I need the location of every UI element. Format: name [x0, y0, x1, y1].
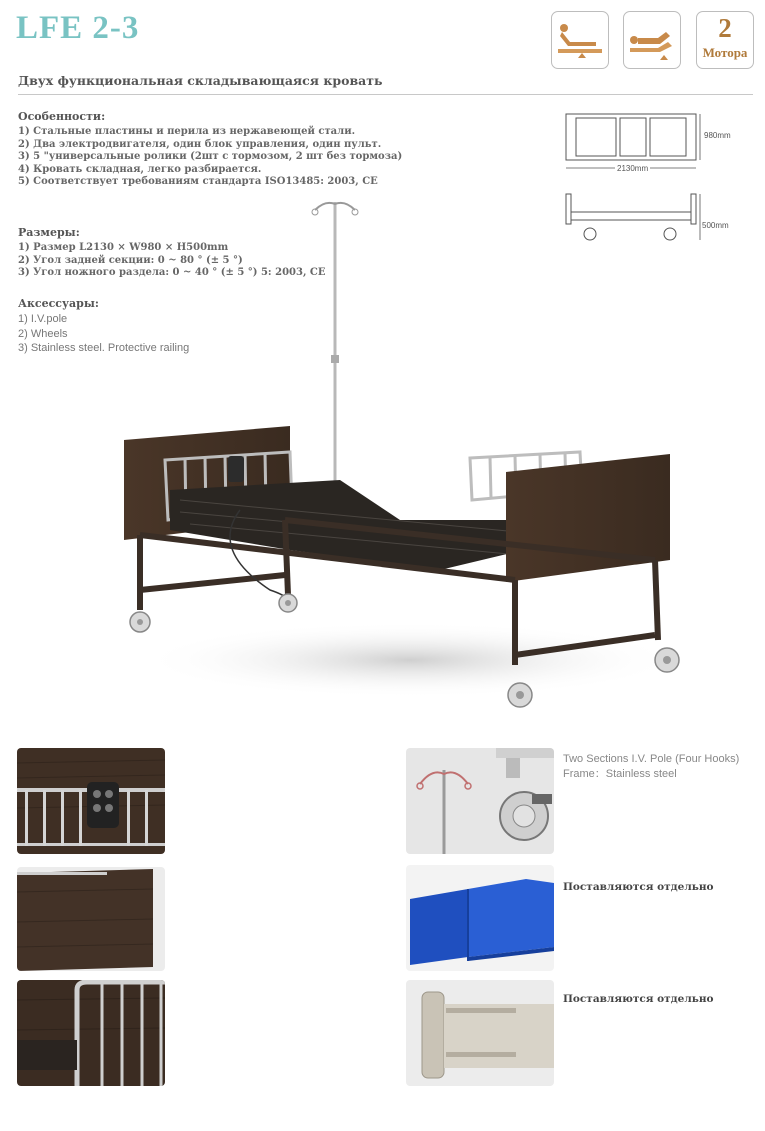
side-rail-photo	[17, 980, 165, 1086]
accessories-heading: Аксессуары:	[18, 297, 99, 310]
dimensions-heading: Размеры:	[18, 226, 80, 239]
table-note: Поставляются отдельно	[563, 993, 714, 1005]
title-divider	[18, 94, 753, 95]
features-list	[18, 126, 402, 189]
mattress-photo	[406, 865, 554, 971]
accessory-item: 1) I.V.pole	[18, 313, 68, 325]
dimension-item: 1) Размер L2130 × W980 × H500mm	[18, 242, 229, 253]
mattress-note: Поставляются отдельно	[563, 881, 714, 893]
feature-item: 3) 5 "универсальные ролики (2шт с тормозом, 2 шт без тормоза)	[18, 151, 403, 163]
dimension-item: 2) Угол задней секции: 0 ~ 80 ° (± 5 °)	[18, 254, 243, 266]
backrest-raise-icon	[551, 11, 609, 69]
accessory-item: 2) Wheels	[18, 327, 68, 340]
motor-count: 2	[718, 13, 732, 43]
feature-item: 2) Два электродвигателя, один блок управления, один пульт.	[18, 138, 382, 150]
leg-section-raise-icon	[623, 11, 681, 69]
model-title: LFE 2-3	[16, 10, 140, 46]
feature-item: 1) Стальные пластины и перила из нержавеющей стали.	[18, 126, 356, 137]
length-label: 2130mm	[617, 164, 649, 173]
frame-caption: Frame：Stainless steel	[563, 768, 677, 780]
height-label: 500mm	[702, 221, 729, 230]
top-view-diagram	[560, 108, 760, 178]
motor-label: Мотора	[702, 45, 748, 60]
feature-item: 5) Соответствует требованиям стандарта ISO13485: 2003, CE	[18, 176, 378, 188]
width-label: 980mm	[704, 131, 731, 140]
iv-pole-wheel-photo	[406, 748, 554, 854]
headboard-photo	[17, 867, 165, 971]
remote-control-photo	[17, 748, 165, 854]
subtitle: Двух функциональная складывающаяся кровать	[18, 73, 383, 88]
iv-pole-caption: Two Sections I.V. Pole (Four Hooks)	[563, 753, 740, 765]
feature-item: 4) Кровать складная, легко разбирается.	[18, 163, 262, 175]
overbed-table-photo	[406, 980, 554, 1086]
motor-count-badge	[696, 11, 754, 69]
features-heading: Особенности:	[18, 110, 106, 123]
dimension-item: 3) Угол ножного раздела: 0 ~ 40 ° (± 5 °) 5: 2003, CE	[18, 267, 326, 279]
bed-photo	[110, 190, 710, 730]
accessory-item: 3) Stainless steel. Protective railing	[18, 342, 190, 354]
